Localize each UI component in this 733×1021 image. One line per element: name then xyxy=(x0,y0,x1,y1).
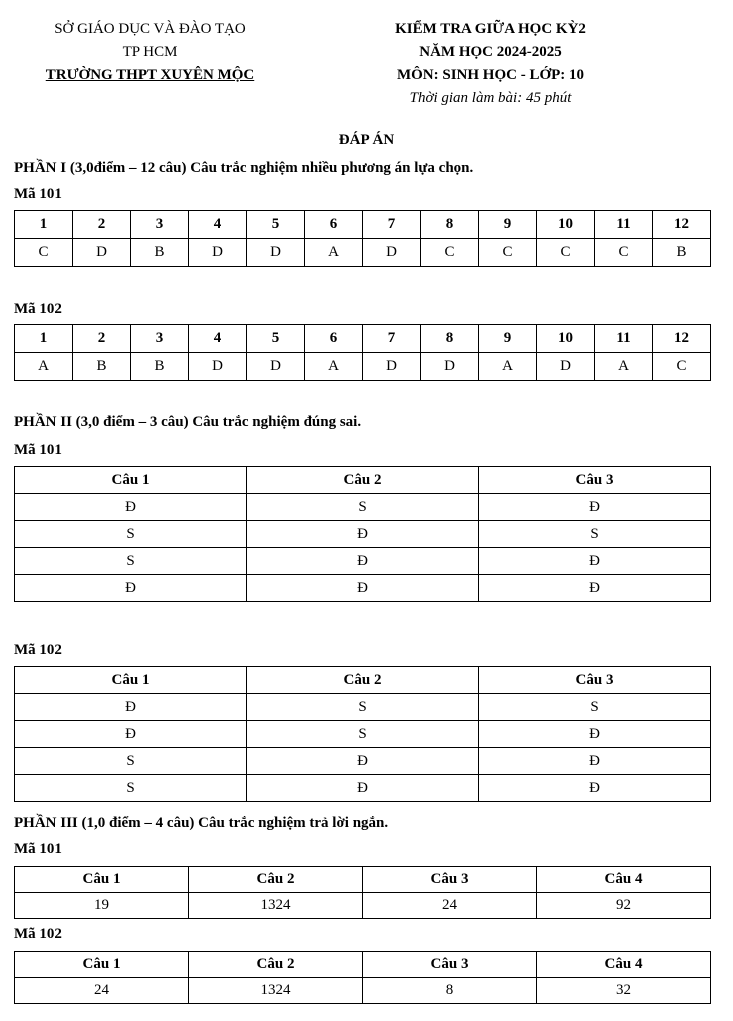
answer-cell: Đ xyxy=(479,575,711,602)
answer-cell: B xyxy=(653,239,711,267)
answer-cell: Đ xyxy=(15,575,247,602)
answer-cell: 1324 xyxy=(189,978,363,1004)
part2-table-101 xyxy=(14,466,711,602)
column-header: Câu 1 xyxy=(15,467,247,494)
question-number: 9 xyxy=(479,211,537,239)
answer-cell: 24 xyxy=(363,893,537,919)
answer-cell: Đ xyxy=(247,775,479,802)
column-header: Câu 2 xyxy=(189,867,363,893)
answer-cell: D xyxy=(421,353,479,381)
answer-cell: Đ xyxy=(247,548,479,575)
part2-code-102: Mã 102 xyxy=(14,642,62,658)
answer-cell: S xyxy=(479,694,711,721)
answer-cell: B xyxy=(131,239,189,267)
question-number: 5 xyxy=(247,211,305,239)
answer-cell: Đ xyxy=(247,575,479,602)
answer-cell: B xyxy=(73,353,131,381)
answer-cell: Đ xyxy=(247,521,479,548)
answer-cell: C xyxy=(653,353,711,381)
header-left xyxy=(20,18,280,87)
answer-cell: D xyxy=(189,239,247,267)
answer-cell: 19 xyxy=(15,893,189,919)
table-row xyxy=(15,575,711,602)
question-number: 10 xyxy=(537,325,595,353)
question-number: 7 xyxy=(363,325,421,353)
table-row xyxy=(15,978,711,1004)
school-year: NĂM HỌC 2024-2025 xyxy=(419,44,562,60)
table-row xyxy=(15,775,711,802)
question-number: 9 xyxy=(479,325,537,353)
answer-cell: 92 xyxy=(537,893,711,919)
table-header-row xyxy=(15,667,711,694)
table-row xyxy=(15,521,711,548)
answer-cell: Đ xyxy=(15,494,247,521)
city-name: TP HCM xyxy=(122,44,178,60)
answer-cell: S xyxy=(247,694,479,721)
question-number: 4 xyxy=(189,325,247,353)
column-header: Câu 3 xyxy=(363,952,537,978)
page-title: ĐÁP ÁN xyxy=(338,132,395,148)
question-number: 12 xyxy=(653,325,711,353)
question-number: 10 xyxy=(537,211,595,239)
column-header: Câu 1 xyxy=(15,667,247,694)
answer-cell: D xyxy=(363,239,421,267)
answer-cell: A xyxy=(305,239,363,267)
exam-title: KIỂM TRA GIỮA HỌC KỲ2 xyxy=(395,21,586,37)
answer-cell: S xyxy=(247,494,479,521)
header-right xyxy=(358,18,623,110)
answer-cell: S xyxy=(479,521,711,548)
answer-cell: A xyxy=(595,353,653,381)
question-number: 11 xyxy=(595,325,653,353)
answer-cell: Đ xyxy=(479,748,711,775)
column-header: Câu 2 xyxy=(189,952,363,978)
table-row xyxy=(15,748,711,775)
answer-cell: Đ xyxy=(479,548,711,575)
answer-cell: S xyxy=(15,748,247,775)
question-number: 3 xyxy=(131,325,189,353)
answer-cell: 32 xyxy=(537,978,711,1004)
school-name: TRƯỜNG THPT XUYÊN MỘC xyxy=(45,67,255,83)
subject-grade: MÔN: SINH HỌC - LỚP: 10 xyxy=(396,67,585,83)
part1-table-101 xyxy=(14,210,711,267)
answer-cell: A xyxy=(15,353,73,381)
table-row xyxy=(15,239,711,267)
answer-cell: B xyxy=(131,353,189,381)
answer-cell: Đ xyxy=(15,694,247,721)
column-header: Câu 2 xyxy=(247,467,479,494)
answer-cell: D xyxy=(189,353,247,381)
answer-cell: S xyxy=(247,721,479,748)
answer-cell: Đ xyxy=(247,748,479,775)
column-header: Câu 4 xyxy=(537,952,711,978)
table-header-row xyxy=(15,211,711,239)
answer-cell: S xyxy=(15,521,247,548)
answer-cell: D xyxy=(247,353,305,381)
column-header: Câu 3 xyxy=(479,467,711,494)
column-header: Câu 1 xyxy=(15,952,189,978)
answer-cell: D xyxy=(363,353,421,381)
table-row xyxy=(15,548,711,575)
table-row xyxy=(15,721,711,748)
question-number: 2 xyxy=(73,325,131,353)
part2-code-101: Mã 101 xyxy=(14,442,62,458)
exam-duration: Thời gian làm bài: 45 phút xyxy=(409,90,572,106)
answer-cell: S xyxy=(15,775,247,802)
question-number: 6 xyxy=(305,325,363,353)
answer-cell: S xyxy=(15,548,247,575)
part1-table-102 xyxy=(14,324,711,381)
question-number: 8 xyxy=(421,325,479,353)
answer-cell: 8 xyxy=(363,978,537,1004)
table-row xyxy=(15,694,711,721)
answer-cell: A xyxy=(305,353,363,381)
part3-code-102: Mã 102 xyxy=(14,926,62,942)
question-number: 8 xyxy=(421,211,479,239)
department-name: SỞ GIÁO DỤC VÀ ĐÀO TẠO xyxy=(54,21,246,37)
answer-cell: C xyxy=(595,239,653,267)
part3-table-101 xyxy=(14,866,711,919)
column-header: Câu 3 xyxy=(363,867,537,893)
column-header: Câu 1 xyxy=(15,867,189,893)
table-row xyxy=(15,893,711,919)
table-row xyxy=(15,494,711,521)
part2-table-102 xyxy=(14,666,711,802)
table-header-row xyxy=(15,325,711,353)
question-number: 7 xyxy=(363,211,421,239)
answer-cell: 1324 xyxy=(189,893,363,919)
column-header: Câu 4 xyxy=(537,867,711,893)
part1-code-101: Mã 101 xyxy=(14,186,62,202)
question-number: 1 xyxy=(15,211,73,239)
question-number: 3 xyxy=(131,211,189,239)
table-header-row xyxy=(15,467,711,494)
part1-heading: PHẦN I (3,0điểm – 12 câu) Câu trắc nghiệm nhiều phương án lựa chọn. xyxy=(14,160,474,176)
part2-heading: PHẦN II (3,0 điểm – 3 câu) Câu trắc nghiệm đúng sai. xyxy=(14,414,362,430)
question-number: 1 xyxy=(15,325,73,353)
answer-cell: Đ xyxy=(479,494,711,521)
question-number: 12 xyxy=(653,211,711,239)
question-number: 4 xyxy=(189,211,247,239)
question-number: 11 xyxy=(595,211,653,239)
answer-cell: 24 xyxy=(15,978,189,1004)
answer-cell: C xyxy=(421,239,479,267)
table-header-row xyxy=(15,867,711,893)
answer-cell: Đ xyxy=(15,721,247,748)
column-header: Câu 2 xyxy=(247,667,479,694)
part3-heading: PHẦN III (1,0 điểm – 4 câu) Câu trắc nghiệm trả lời ngắn. xyxy=(14,815,389,831)
answer-cell: A xyxy=(479,353,537,381)
answer-cell: Đ xyxy=(479,721,711,748)
part3-table-102 xyxy=(14,951,711,1004)
part3-code-101: Mã 101 xyxy=(14,841,62,857)
question-number: 2 xyxy=(73,211,131,239)
table-header-row xyxy=(15,952,711,978)
part1-code-102: Mã 102 xyxy=(14,301,62,317)
column-header: Câu 3 xyxy=(479,667,711,694)
answer-cell: Đ xyxy=(479,775,711,802)
table-row xyxy=(15,353,711,381)
answer-cell: C xyxy=(15,239,73,267)
answer-cell: D xyxy=(537,353,595,381)
question-number: 5 xyxy=(247,325,305,353)
answer-cell: C xyxy=(479,239,537,267)
answer-cell: D xyxy=(247,239,305,267)
answer-cell: D xyxy=(73,239,131,267)
question-number: 6 xyxy=(305,211,363,239)
answer-cell: C xyxy=(537,239,595,267)
